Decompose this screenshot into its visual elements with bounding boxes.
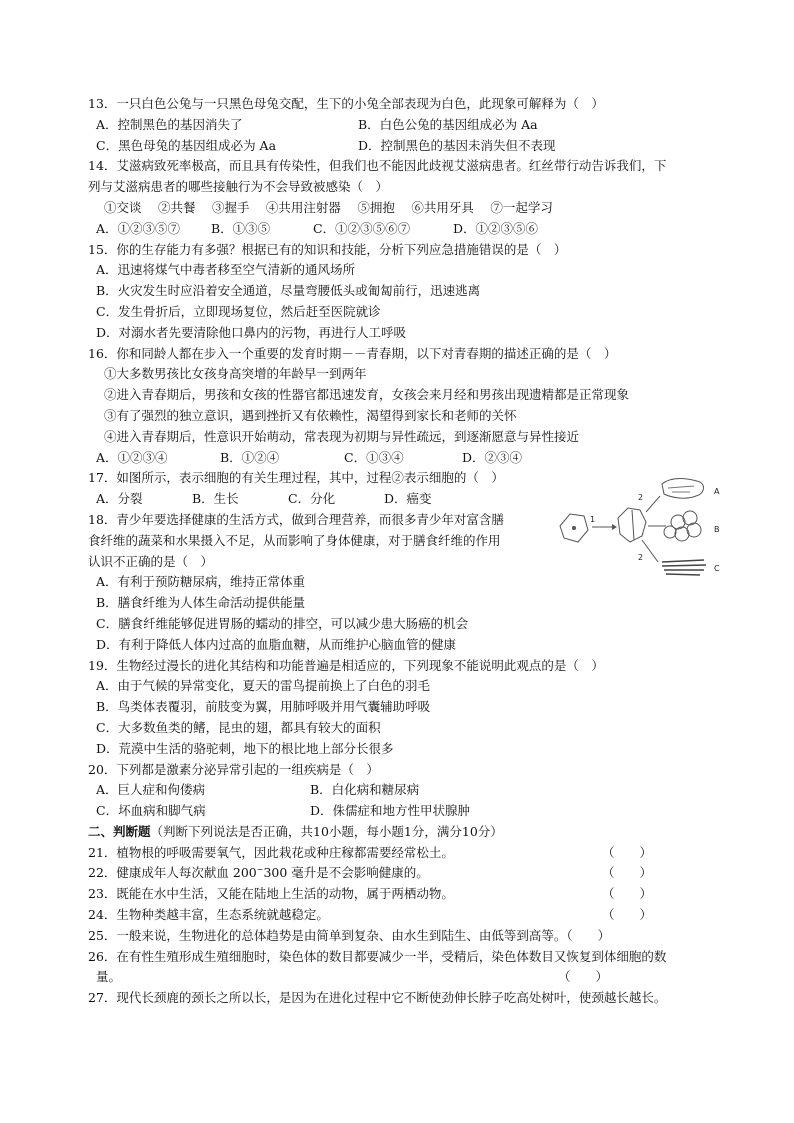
judge-24 xyxy=(88,905,728,926)
q20-option-d[interactable]: D．侏儒症和地方性甲状腺肿 xyxy=(310,803,471,819)
q16-statement-1: ①大多数男孩比女孩身高突增的年龄早一到两年 xyxy=(104,366,367,382)
question-14-options xyxy=(88,219,728,240)
question-16-stem: 16．你和同龄人都在步入一个重要的发育时期－－青春期，以下对青春期的描述正确的是（ ） xyxy=(88,345,617,361)
question-14-items: ①交谈 ②共餐 ③握手 ④共用注射器 ⑤拥抱 ⑥共用牙具 ⑦一起学习 xyxy=(104,199,553,215)
q15-option-a[interactable]: A．迅速将煤气中毒者移至空气清新的通风场所 xyxy=(96,262,356,278)
figure-arrow-2-up xyxy=(646,496,660,512)
figure-original-nucleus xyxy=(572,526,576,530)
judge-26-answer-blank[interactable]: （ ） xyxy=(558,969,609,985)
q13-option-a[interactable]: A．控制黑色的基因消失了 xyxy=(96,116,243,132)
judge-23-text: 23．既能在水中生活，又能在陆地上生活的动物，属于两栖动物。 xyxy=(88,886,454,902)
q20-option-a[interactable]: A．巨人症和佝偻病 xyxy=(96,782,206,798)
judge-26-line2 xyxy=(88,967,728,988)
judge-24-answer-blank[interactable]: （ ） xyxy=(602,907,653,923)
question-17-stem: 17．如图所示，表示细胞的有关生理过程，其中，过程②表示细胞的（ ） xyxy=(88,470,504,486)
question-13-stem: 13．一只白色公兔与一只黑色母兔交配，生下的小兔全部表现为白色，此现象可解释为（ ） xyxy=(88,96,604,111)
figure-tissue-b xyxy=(664,511,701,541)
cell-process-figure xyxy=(554,470,734,582)
figure-label-c: C xyxy=(714,564,720,573)
judge-26-line1: 26．在有性生殖形成生殖细胞时，染色体的数目都要减少一半，受精后，染色体数目又恢复到体细胞的数 xyxy=(88,948,667,964)
judge-22-tilde: ~ xyxy=(256,865,264,875)
figure-label-2-up: 2 xyxy=(638,493,644,502)
q13-option-c[interactable]: C．黑色母兔的基因组成必为 Aa xyxy=(96,137,277,153)
judge-22-text-a: 22．健康成年人每次献血 200 xyxy=(88,865,257,881)
judge-27: 27．现代长颈鹿的颈长之所以长，是因为在进化过程中它不断使劲伸长脖子吃高处树叶，使颈越长越长。 xyxy=(88,990,667,1006)
q16-statement-4: ④进入青春期后，性意识开始萌动，常表现为初期与异性疏远，到逐渐愿意与异性接近 xyxy=(104,428,580,444)
q17-option-a[interactable]: A．分裂 xyxy=(96,491,143,507)
figure-tissue-c xyxy=(662,560,706,575)
q18-option-a[interactable]: A．有利于预防糖尿病，维持正常体重 xyxy=(96,574,306,590)
judge-26-text-b: 量。 xyxy=(96,969,122,985)
question-18-stem-line3: 认识不正确的是（ ） xyxy=(88,553,214,569)
q18-option-d[interactable]: D．有利于降低人体内过高的血脂血糖，从而维护心脑血管的健康 xyxy=(96,636,457,652)
question-15-stem: 15．你的生存能力有多强？根据已有的知识和技能，分析下列应急措施错误的是（ ） xyxy=(88,241,567,257)
question-14-stem-line1: 14．艾滋病致死率极高，而且具有传染性，但我们也不能因此歧视艾滋病患者。红丝带行动告诉我们，下 xyxy=(88,158,667,174)
q16-statement-2: ②进入青春期后，男孩和女孩的性器官都迅速发育，女孩会来月经和男孩出现遗精都是正常现象 xyxy=(104,387,630,403)
q17-option-d[interactable]: D．癌变 xyxy=(384,491,432,507)
q16-option-c[interactable]: C．①③④ xyxy=(344,449,404,465)
q18-option-c[interactable]: C．膳食纤维能够促进胃肠的蠕动的排空，可以减少患大肠癌的机会 xyxy=(96,615,469,631)
judge-21 xyxy=(88,843,728,864)
judge-23 xyxy=(88,884,728,905)
question-19-stem: 19．生物经过漫长的进化其结构和功能普遍是相适应的，下列现象不能说明此观点的是（ ） xyxy=(88,657,604,673)
q17-option-b[interactable]: B．生长 xyxy=(192,491,239,507)
q14-option-d[interactable]: D．①②③⑤⑥ xyxy=(453,220,539,236)
question-20-stem: 20．下列都是激素分泌异常引起的一组疾病是（ ） xyxy=(88,761,379,777)
q15-option-b[interactable]: B．火灾发生时应沿着安全通道，尽量弯腰低头或匍匐前行，迅速逃离 xyxy=(96,283,481,299)
judge-22-text-b: 300 毫升是不会影响健康的。 xyxy=(263,865,429,881)
judge-24-text: 24．生物种类越丰富，生态系统就越稳定。 xyxy=(88,907,329,923)
question-16-options xyxy=(88,448,728,469)
q19-option-d[interactable]: D．荒漠中生活的骆驼刺，地下的根比地上部分长很多 xyxy=(96,740,394,756)
q13-option-d[interactable]: D．控制黑色的基因未消失但不表现 xyxy=(358,137,556,153)
question-18-stem-line2: 食纤维的蔬菜和水果摄入不足，从而影响了身体健康，对于膳食纤维的作用 xyxy=(88,532,501,548)
q19-option-c[interactable]: C．大多数鱼类的鳍，昆虫的翅，都具有较大的面积 xyxy=(96,719,381,735)
figure-label-2-down: 2 xyxy=(638,553,644,562)
question-13-options-row1 xyxy=(88,115,728,136)
judge-21-answer-blank[interactable]: （ ） xyxy=(602,844,653,860)
judge-23-answer-blank[interactable]: （ ） xyxy=(602,886,653,902)
question-20-options-row1 xyxy=(88,780,728,801)
figure-label-a: A xyxy=(714,487,720,496)
question-14-stem-line2: 列与艾滋病患者的哪些接触行为不会导致被感染（ ） xyxy=(88,179,389,195)
judge-22-answer-blank[interactable]: （ ） xyxy=(602,865,653,881)
figure-tissue-a-detail xyxy=(668,486,694,492)
figure-label-1: 1 xyxy=(590,515,596,524)
section-2-title: 二、判断题 xyxy=(88,823,151,839)
q17-option-c[interactable]: C．分化 xyxy=(288,491,336,507)
section-2-heading xyxy=(88,822,728,843)
q16-option-d[interactable]: D．②③④ xyxy=(462,449,523,465)
q16-option-a[interactable]: A．①②③④ xyxy=(96,449,168,465)
q13-option-b[interactable]: B．白色公兔的基因组成必为 Aa xyxy=(358,116,538,132)
q19-option-a[interactable]: A．由于气候的异常变化，夏天的雷鸟提前换上了白色的羽毛 xyxy=(96,678,431,694)
question-20-options-row2 xyxy=(88,801,728,822)
question-13-options-row2 xyxy=(88,136,728,157)
figure-arrow-2-down xyxy=(642,540,658,562)
q14-option-b[interactable]: B．①③⑤ xyxy=(211,220,271,236)
figure-arrow-1-head xyxy=(612,524,617,530)
q14-option-c[interactable]: C．①②③⑤⑥⑦ xyxy=(313,220,411,236)
q16-option-b[interactable]: B．①②④ xyxy=(220,449,280,465)
q20-option-b[interactable]: B．白化病和糖尿病 xyxy=(310,782,420,798)
q14-option-a[interactable]: A．①②③⑤⑦ xyxy=(96,220,181,236)
q15-option-d[interactable]: D．对溺水者先要清除他口鼻内的污物，再进行人工呼吸 xyxy=(96,324,407,340)
judge-21-text: 21．植物根的呼吸需要氧气，因此栽花或种庄稼都需要经常松土。 xyxy=(88,844,454,860)
figure-label-b: B xyxy=(714,525,720,534)
figure-two-cells xyxy=(618,508,646,542)
judge-25: 25．一般来说，生物进化的总体趋势是由简单到复杂、由水生到陆生、由低等到高等。（ ） xyxy=(88,927,611,943)
q20-option-c[interactable]: C．坏血病和脚气病 xyxy=(96,803,206,819)
q19-option-b[interactable]: B．鸟类体表覆羽，前肢变为翼，用肺呼吸并用气囊辅助呼吸 xyxy=(96,699,431,715)
question-18-stem-line1: 18．青少年要选择健康的生活方式，做到合理营养，而很多青少年对富含膳 xyxy=(88,511,504,527)
section-2-rule: （判断下列说法是否正确，共10小题，每小题1分，满分10分） xyxy=(150,823,503,839)
q16-statement-3: ③有了强烈的独立意识，遇到挫折又有依赖性，渴望得到家长和老师的关怀 xyxy=(104,407,517,423)
q18-option-b[interactable]: B．膳食纤维为人体生命活动提供能量 xyxy=(96,595,306,611)
q15-option-c[interactable]: C．发生骨折后，立即现场复位，然后赶至医院就诊 xyxy=(96,303,381,319)
judge-22 xyxy=(88,863,728,884)
